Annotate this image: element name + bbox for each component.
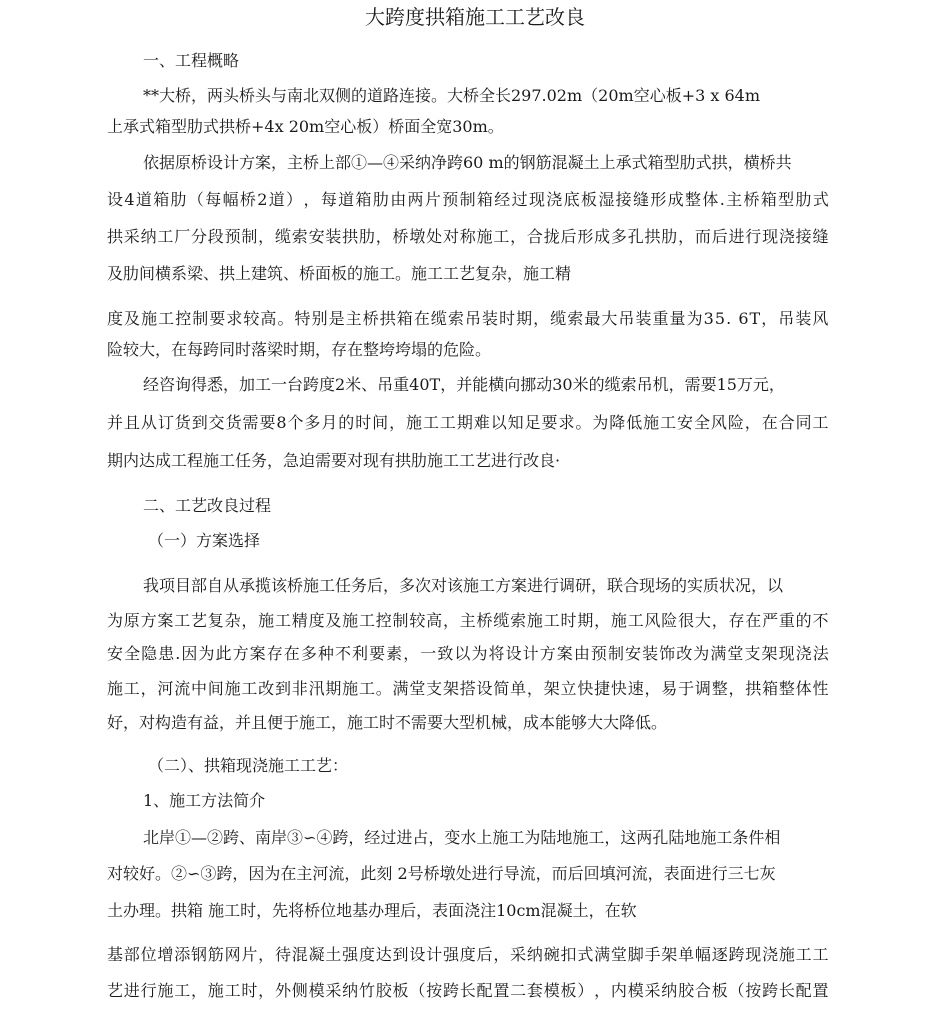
paragraph-line: 北岸①—②跨、南岸③∽④跨，经过进占，变水上施工为陆地施工，这两孔陆地施工条件相: [143, 828, 781, 847]
paragraph-line: 并 且 从 订 货 到 交 货 需 要 8 个 多 月 的 时 间 ， 施 工 工 期 难 以 知 足 要 求 。 为 降 低 施 工 安 全 风 险 ， 在 合 同 工: [107, 413, 829, 432]
paragraph-line: 土办理。拱箱 施工时，先将桥位地基办理后，表面浇注10cm混凝土，在软: [107, 901, 637, 920]
paragraph-line: 依据原桥设计方案，主桥上部①—④采纳净跨60 m的钢筋混凝土上承式箱型肋式拱，横桥共: [143, 153, 792, 172]
paragraph-line: 为 原 方 案 工 艺 复 杂 ， 施 工 精 度 及 施 工 控 制 较 高 ， 主 桥 缆 索 施 工 时 期 ， 施 工 风 险 很 大 ， 存 在 严 重 的 不: [107, 611, 829, 630]
paragraph-line: 艺 进 行 施 工 ， 施 工 时 ， 外 侧 模 采 纳 竹 胶 板 （ 按 跨 长 配 置 二 套 模 板 ） ， 内 模 采 纳 胶 合 板 （ 按 跨 长 配 置: [107, 981, 829, 1000]
item-heading: 1、施工方法简介: [143, 791, 266, 810]
paragraph-line: 险较大，在每跨同时落梁时期，存在整垮垮塌的危险。: [107, 340, 492, 359]
paragraph-line: 及肋间横系梁、拱上建筑、桥面板的施工。施工工艺复杂，施工精: [107, 264, 572, 283]
paragraph-line: 我项目部自从承揽该桥施工任务后，多次对该施工方案进行调研，联合现场的实质状况，以: [143, 576, 784, 595]
section-heading-1: 一、工程概略: [143, 51, 240, 70]
document-title: 大跨度拱箱施工工艺改良: [365, 5, 585, 29]
paragraph-line: 基 部 位 增 添 钢 筋 网 片 ， 待 混 凝 土 强 度 达 到 设 计 强 度 后 ， 采 纳 碗 扣 式 满 堂 脚 手 架 单 幅 逐 跨 现 浇 施 工 工: [107, 945, 829, 964]
paragraph-line: 期内达成工程施工任务，急迫需要对现有拱肋施工工艺进行改良·: [107, 451, 561, 470]
paragraph-line: 度 及 施 工 控 制 要 求 较 高 。 特 别 是 主 桥 拱 箱 在 缆 索 吊 装 时 期 ， 缆 索 最 大 吊 装 重 量 为 3 5 . 6 T ， 吊 装 风: [107, 309, 829, 328]
section-heading-2: 二、工艺改良过程: [143, 496, 272, 515]
paragraph-line: 好，对构造有益，并且便于施工，施工时不需要大型机械，成本能够大大降低。: [107, 713, 668, 732]
paragraph-line: 拱 采 纳 工 厂 分 段 预 制 ， 缆 索 安 装 拱 肋 ， 桥 墩 处 对 称 施 工 ， 合 拢 后 形 成 多 孔 拱 肋 ， 而 后 进 行 现 浇 接 缝: [107, 227, 829, 246]
subsection-heading: （二）、拱箱现浇施工工艺：: [148, 756, 349, 775]
paragraph-line: 经咨询得悉，加工一台跨度2米、吊重40T，并能横向挪动30米的缆索吊机，需要15万元，: [143, 375, 785, 394]
subsection-heading: （一）方案选择: [148, 531, 261, 550]
paragraph-line: 安 全 隐 患 . 因 为 此 方 案 存 在 多 种 不 利 要 素 ， 一 致 以 为 将 设 计 方 案 由 预 制 安 装 饰 改 为 满 堂 支 架 现 浇 法: [107, 644, 829, 663]
paragraph-line: 施 工 ， 河 流 中 间 施 工 改 到 非 汛 期 施 工 。 满 堂 支 架 搭 设 简 单 ， 架 立 快 捷 快 速 ， 易 于 调 整 ， 拱 箱 整 体 性: [107, 679, 829, 698]
paragraph-line: 设 4 道 箱 肋 （ 每 幅 桥 2 道 ） ， 每 道 箱 肋 由 两 片 预 制 箱 经 过 现 浇 底 板 湿 接 缝 形 成 整 体 . 主 桥 箱 型 肋 式: [107, 190, 829, 209]
paragraph-line: 上承式箱型肋式拱桥+4x 20m空心板）桥面全宽30m。: [107, 117, 504, 136]
paragraph-line: 对较好。②∽③跨，因为在主河流，此刻 2号桥墩处进行导流，而后回填河流，表面进行三七灰: [107, 864, 776, 883]
paragraph-line: **大桥，两头桥头与南北双侧的道路连接。大桥全长297.02m（20m空心板+3 x 64m: [143, 86, 761, 105]
